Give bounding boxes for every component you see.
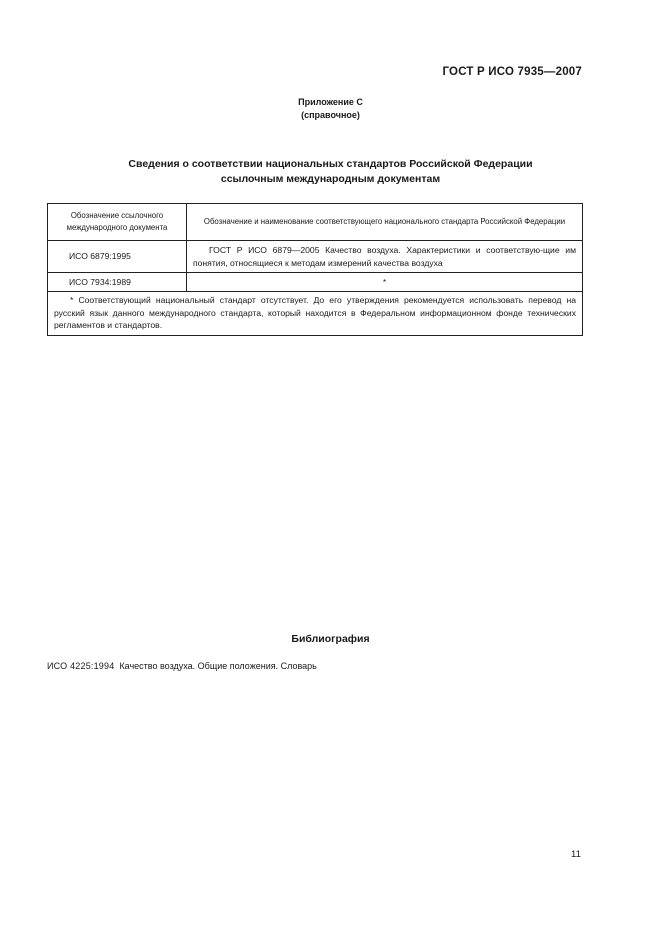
correspondence-table bbox=[47, 203, 583, 336]
bibliography-code: ИСО 4225:1994 bbox=[47, 661, 115, 671]
bibliography-title: Библиография bbox=[291, 633, 370, 645]
annex-heading bbox=[0, 157, 661, 187]
ref-cell: ИСО 7934:1989 bbox=[48, 273, 187, 292]
document-code: ГОСТ Р ИСО 7935—2007 bbox=[442, 66, 582, 78]
annex-heading-line1: Сведения о соответствии национальных стандартов Российской Федерации bbox=[128, 158, 533, 170]
table-header-row bbox=[48, 204, 583, 241]
table-row bbox=[48, 241, 583, 273]
national-cell: ГОСТ Р ИСО 6879—2005 Качество воздуха. Характеристики и соответствую-щие им понятия, относящиеся к методам измерений качества воздуха bbox=[187, 241, 583, 273]
col1-header: Обозначение ссылочного международного документа bbox=[48, 204, 187, 241]
annex-title: Приложение С bbox=[298, 97, 363, 107]
page-number: 11 bbox=[571, 849, 581, 860]
col2-header: Обозначение и наименование соответствующего национального стандарта Российской Федерации bbox=[187, 204, 583, 241]
annex-heading-line2: ссылочным международным документам bbox=[220, 173, 441, 185]
national-cell: * bbox=[187, 273, 583, 292]
table-row bbox=[48, 273, 583, 292]
ref-cell: ИСО 6879:1995 bbox=[48, 241, 187, 273]
table-footnote: * Соответствующий национальный стандарт отсутствует. До его утверждения рекомендуется использовать перевод на русский язык данного международного стандарта, который находится в Федеральном информационном фонде технических регламентов и стандартов. bbox=[48, 292, 583, 336]
bibliography-entry bbox=[47, 661, 317, 671]
annex-kind: (справочное) bbox=[301, 110, 360, 120]
bibliography-text: Качество воздуха. Общие положения. Словарь bbox=[119, 661, 317, 671]
table-footnote-row bbox=[48, 292, 583, 336]
